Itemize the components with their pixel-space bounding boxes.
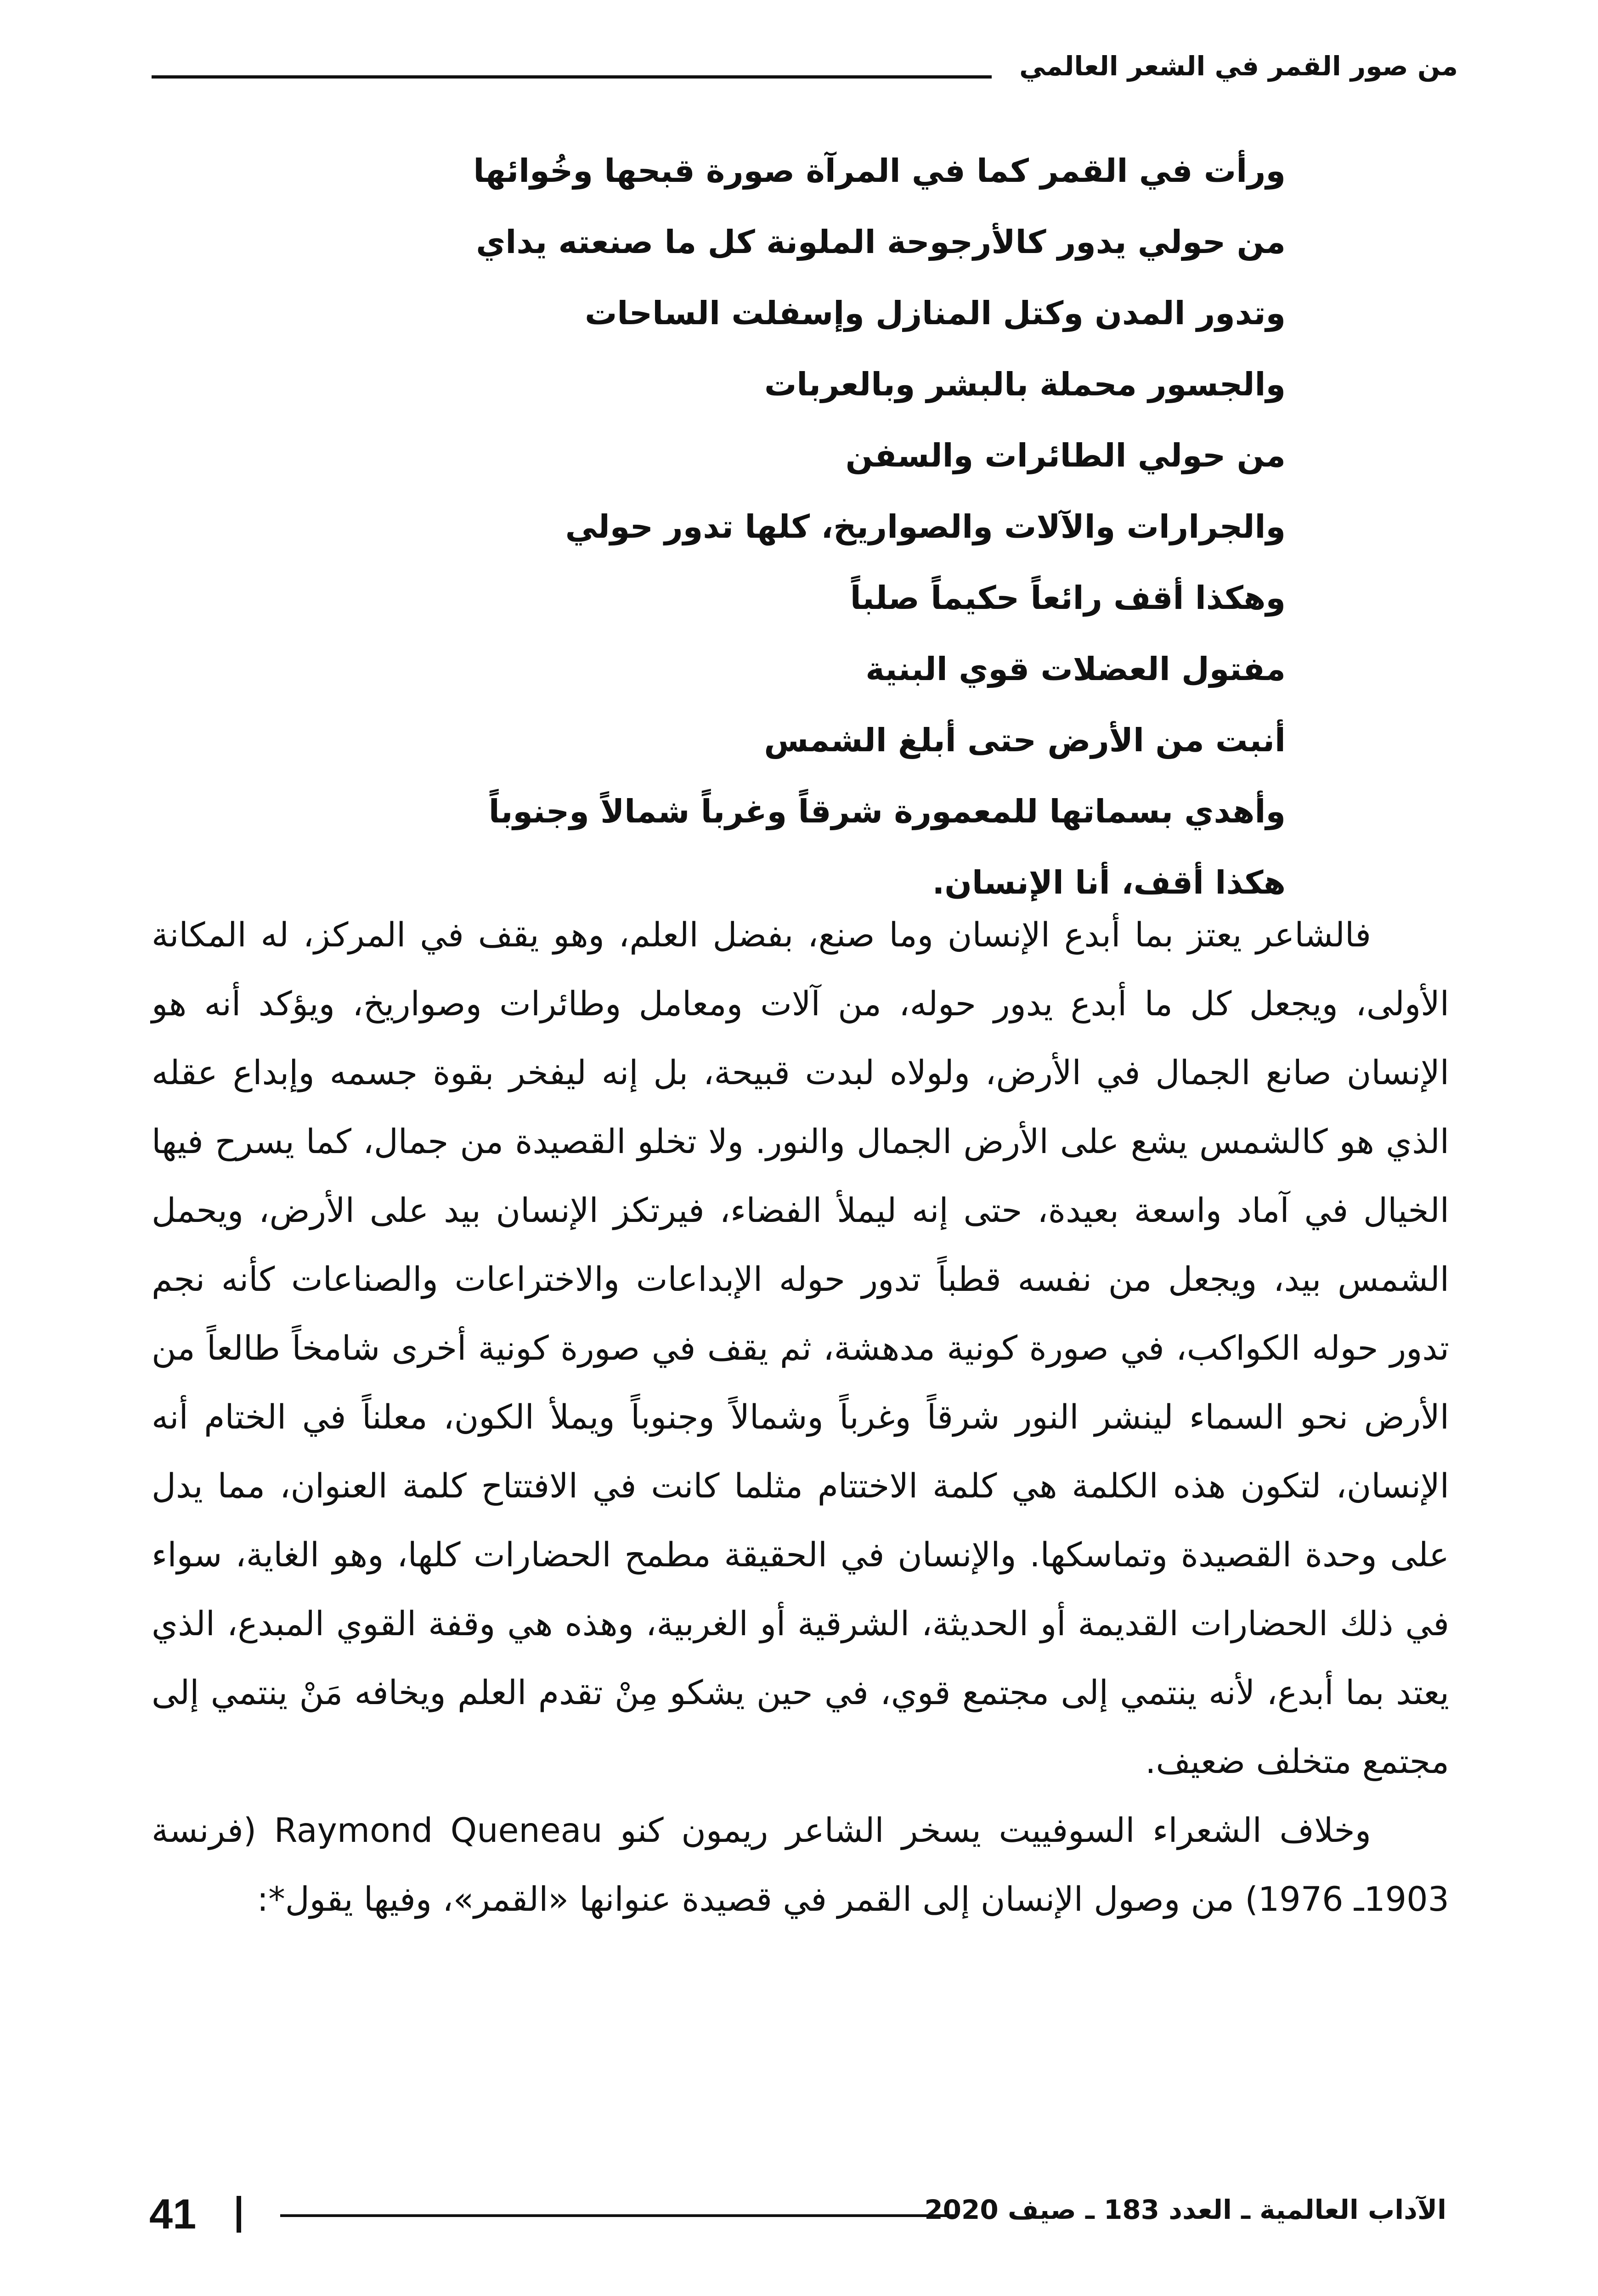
poem-line: مفتول العضلات قوي البنية: [865, 650, 1286, 688]
page-number: 41: [149, 2191, 197, 2238]
poem-line: أنبت من الأرض حتى أبلغ الشمس: [764, 721, 1286, 759]
page-header: [0, 46, 1598, 96]
header-rule: [152, 75, 992, 79]
paragraph-commentary: فالشاعر يعتز بما أبدع الإنسان وما صنع، بفضل العلم، وهو يقف في المركز، له المكانة الأولى، ويجعل كل ما أبدع يدور حوله، من آلات ومعامل وطائرات وصواريخ، ويؤكد أنه هو الإنسان صانع الجمال في الأرض، ولولاه لبدت قبيحة، بل إنه ليفخر بقوة جسمه وإبداع عقله الذي هو كالشمس يشع على الأرض الجمال والنور. ولا تخلو القصيدة من جمال، كما يسرح فيها الخيال في آماد واسعة بعيدة، حتى إنه ليملأ الفضاء، فيرتكز الإنسان بيد على الأرض، ويحمل الشمس بيد، ويجعل من نفسه قطباً تدور حوله الإبداعات والاختراعات والصناعات كأنه نجم تدور حوله الكواكب، في صورة كونية مدهشة، ثم يقف في صورة كونية أخرى شامخاً طالعاً من الأرض نحو السماء لينشر النور شرقاً وغرباً وشمالاً وجنوباً ويملأ الكون، معلناً في الختام أنه الإنسان، لتكون هذه الكلمة هي كلمة الاختتام مثلما كانت في الافتتاح كلمة العنوان، مما يدل على وحدة القصيدة وتماسكها. والإنسان في الحقيقة مطمح الحضارات كلها، وهو الغاية، سواء في ذلك الحضارات القديمة أو الحديثة، الشرقية أو الغربية، وهذه هي وقفة القوي المبدع، الذي يعتد بما أبدع، لأنه ينتمي إلى مجتمع قوي، في حين يشكو مِنْ تقدم العلم ويخافه مَنْ ينتمي إلى مجتمع متخلف ضعيف.: [152, 916, 1449, 1781]
footer-separator-bar: [237, 2196, 241, 2233]
poem-line: والجسور محملة بالبشر وبالعربات: [764, 366, 1286, 403]
poem-line: وأهدي بسماتها للمعمورة شرقاً وغرباً شمالاً وجنوباً: [488, 793, 1286, 830]
page-footer: [0, 2186, 1598, 2241]
journal-issue-line: الآداب العالمية ـ العدد 183 ـ صيف 2020: [924, 2194, 1446, 2225]
paragraph-queneau-intro: وخلاف الشعراء السوفييت يسخر الشاعر ريمون كنو Raymond Queneau (فرنسة 1903ـ 1976) من وصول الإنسان إلى القمر في قصيدة عنوانها «القمر»، وفيها يقول*:: [152, 1811, 1449, 1919]
running-title: من صور القمر في الشعر العالمي: [1019, 51, 1458, 82]
poem-line: من حولي الطائرات والسفن: [845, 437, 1286, 474]
body-text: [152, 901, 1449, 1934]
poem-line: ورأت في القمر كما في المرآة صورة قبحها وخُوائها: [473, 152, 1286, 190]
poem-line: وتدور المدن وكتل المنازل وإسفلت الساحات: [585, 294, 1286, 332]
poem-line: والجرارات والآلات والصواريخ، كلها تدور حولي: [565, 508, 1286, 546]
footer-rule: [280, 2214, 955, 2217]
poem-line: من حولي يدور كالأرجوحة الملونة كل ما صنعته يداي: [476, 223, 1286, 261]
poem-line: وهكذا أقف رائعاً حكيماً صلباً: [850, 579, 1286, 617]
poem-excerpt: [229, 135, 1286, 918]
poem-line: هكذا أقف، أنا الإنسان.: [932, 864, 1286, 901]
